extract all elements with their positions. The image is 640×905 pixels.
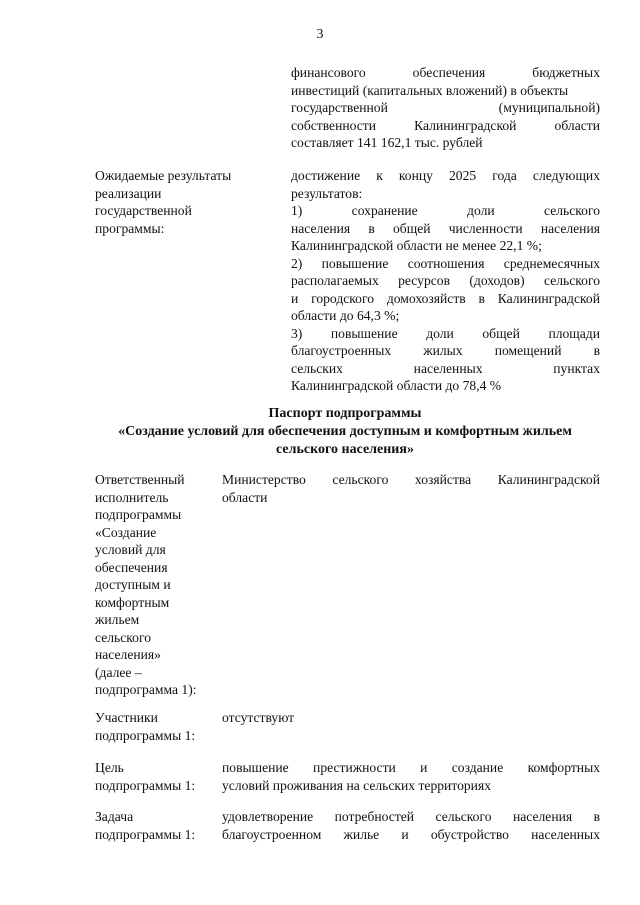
page-number: 3 [316,27,324,42]
text-line: повышение престижности и создание комфортных [222,760,600,775]
text-line: результатов: [291,185,363,201]
heading-line: сельского населения» [276,442,414,457]
label-line: подпрограммы 1: [95,727,196,743]
label-line: Задача [95,809,134,824]
funding-continuation [291,64,600,152]
expected-results-label [95,167,275,237]
text-line: составляет 141 162,1 тыс. рублей [291,135,483,150]
label-line: исполнитель [95,489,169,505]
label-line: Ответственный [95,472,185,487]
text-line: инвестиций (капитальных вложений) в объекты [291,82,569,98]
text-line: Министерство сельского хозяйства Калининградской [222,472,600,487]
heading-line: Паспорт подпрограммы [268,406,422,421]
expected-results-value [291,167,600,395]
text-line: Калининградской области не менее 22,1 %; [291,238,542,253]
text-line: государственной (муниципальной) [291,100,600,115]
text-line: собственности Калининградской области [291,117,600,133]
label-line: комфортным [95,594,170,610]
label-line: населения» [95,647,161,662]
label-line: реализации [95,185,162,201]
label-line: Цель [95,760,124,775]
label-line: подпрограммы 1: [95,826,196,842]
text-line: 2) повышение соотношения среднемесячных [291,255,600,271]
participants-value [222,709,600,727]
label-line: подпрограммы 1: [95,777,196,793]
label-line: сельского [95,629,151,645]
text-line: области до 64,3 %; [291,308,400,323]
text-line: благоустроенных жилых помещений в [291,343,600,358]
label-line: государственной [95,203,192,218]
label-line: подпрограмма 1): [95,682,197,697]
label-line: Участники [95,710,158,725]
text-line: 3) повышение доли общей площади [291,325,600,341]
label-line: обеспечения [95,559,168,575]
label-line: Ожидаемые результаты [95,168,232,183]
text-line: располагаемых ресурсов (доходов) сельского [291,273,600,288]
text-line: 1) сохранение доли сельского [291,203,600,218]
text-line: области [222,489,268,505]
responsible-value [222,471,600,506]
text-line: населения в общей численности населения [291,220,600,236]
text-line: условий проживания на сельских территориях [222,777,492,793]
text-line: Калининградской области до 78,4 % [291,378,502,393]
label-line: программы: [95,220,165,236]
label-line: доступным и [95,577,171,592]
text-line: отсутствуют [222,710,295,725]
label-line: (далее – [95,664,142,680]
responsible-label [95,471,215,699]
text-line: и городского домохозяйств в Калининградской [291,290,600,306]
participants-label [95,709,215,744]
task-value [222,808,600,843]
text-line: удовлетворение потребностей сельского населения в [222,809,600,824]
goal-value [222,759,600,794]
heading-line: «Создание условий для обеспечения доступным и комфортным жильем [118,424,572,439]
label-line: жильем [95,612,140,627]
task-label [95,808,215,843]
subprogram-passport-heading [60,405,630,459]
goal-label [95,759,215,794]
label-line: «Создание [95,524,157,540]
text-line: достижение к концу 2025 года следующих [291,168,600,183]
text-line: сельских населенных пунктах [291,360,600,376]
text-line: благоустроенном жилье и обустройство населенных [222,826,600,842]
text-line: финансового обеспечения бюджетных [291,65,600,80]
label-line: подпрограммы [95,507,182,522]
label-line: условий для [95,542,166,557]
